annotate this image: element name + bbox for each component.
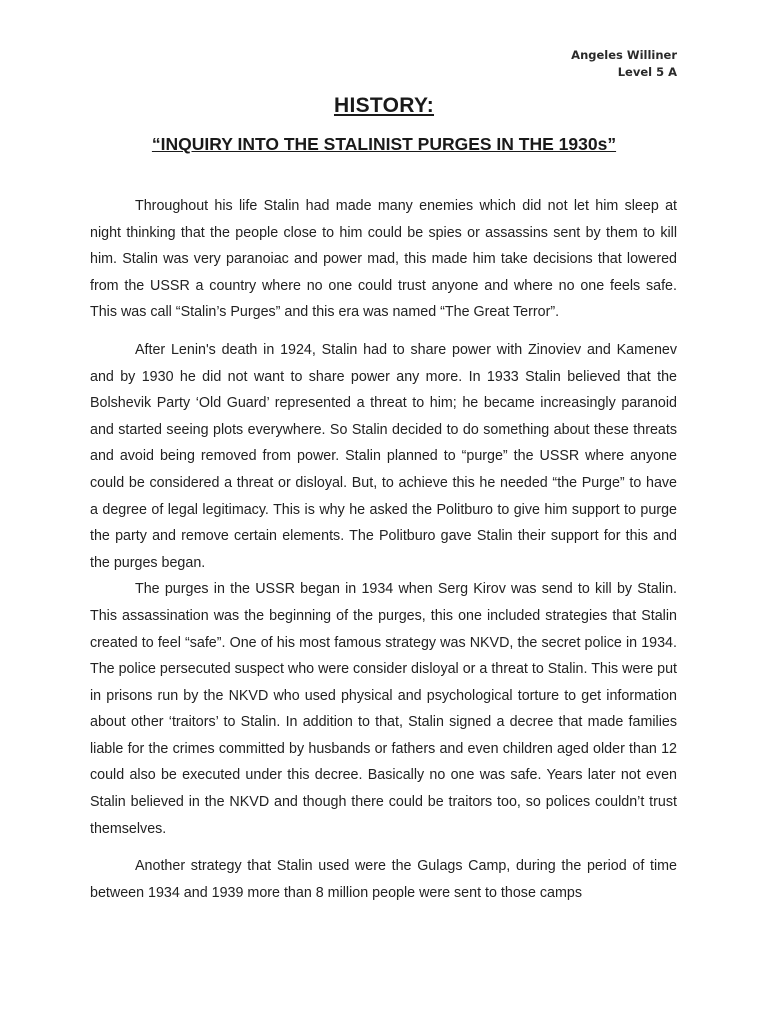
- author-name: Angeles Williner: [571, 48, 677, 62]
- paragraph-2: After Lenin's death in 1924, Stalin had to share power with Zinoviev and Kamenev and by 1930 he did not want to share power any more. In 1933 Stalin believed that the Bolshevik Party ‘Old Guard’ represented a threat to him; he became increasingly paranoid and started seeing plots everywhere. So Stalin decided to do something about these threats and avoid being removed from power. Stalin planned to “purge” the USSR where anyone could be considered a threat or disloyal. But, to achieve this he needed “the Purge” to have a degree of legal legitimacy. This is why he asked the Politburo to give him support to purge the party and remove certain elements. The Politburo gave Stalin their support for this and the purges began.: [90, 341, 677, 571]
- essay-body: [90, 193, 677, 906]
- class-level: Level 5 A: [617, 65, 677, 79]
- paragraph-3: The purges in the USSR began in 1934 when Serg Kirov was send to kill by Stalin. This assassination was the beginning of the purges, this one included strategies that Stalin created to feel “safe”. One of his most famous strategy was NKVD, the secret police in 1934. The police persecuted suspect who were consider disloyal or a threat to Stalin. This were put in prisons run by the NKVD who used physical and psychological torture to get information about other ‘traitors’ to Stalin. In addition to that, Stalin signed a decree that made families liable for the crimes committed by husbands or fathers and even children aged older than 12 could also be executed under this decree. Basically no one was safe. Years later not even Stalin believed in the NKVD and though there could be traitors too, so polices couldn’t trust themselves.: [90, 581, 678, 837]
- paragraph-1: Throughout his life Stalin had made many enemies which did not let him sleep at night thinking that the people close to him could be spies or assassins sent by them to kill him. Stalin was very paranoiac and power mad, this made him take decisions that lowered from the USSR a country where no one could trust anyone and where no one feels safe. This was call “Stalin’s Purges” and this era was named “The Great Terror”.: [90, 198, 677, 321]
- subject-heading: HISTORY:: [333, 94, 435, 117]
- paragraph-4: Another strategy that Stalin used were the Gulags Camp, during the period of time between 1934 and 1939 more than 8 million people were sent to those camps: [90, 858, 677, 901]
- essay-title: “INQUIRY INTO THE STALINIST PURGES IN THE 1930s”: [151, 134, 617, 154]
- author-block: [571, 47, 677, 81]
